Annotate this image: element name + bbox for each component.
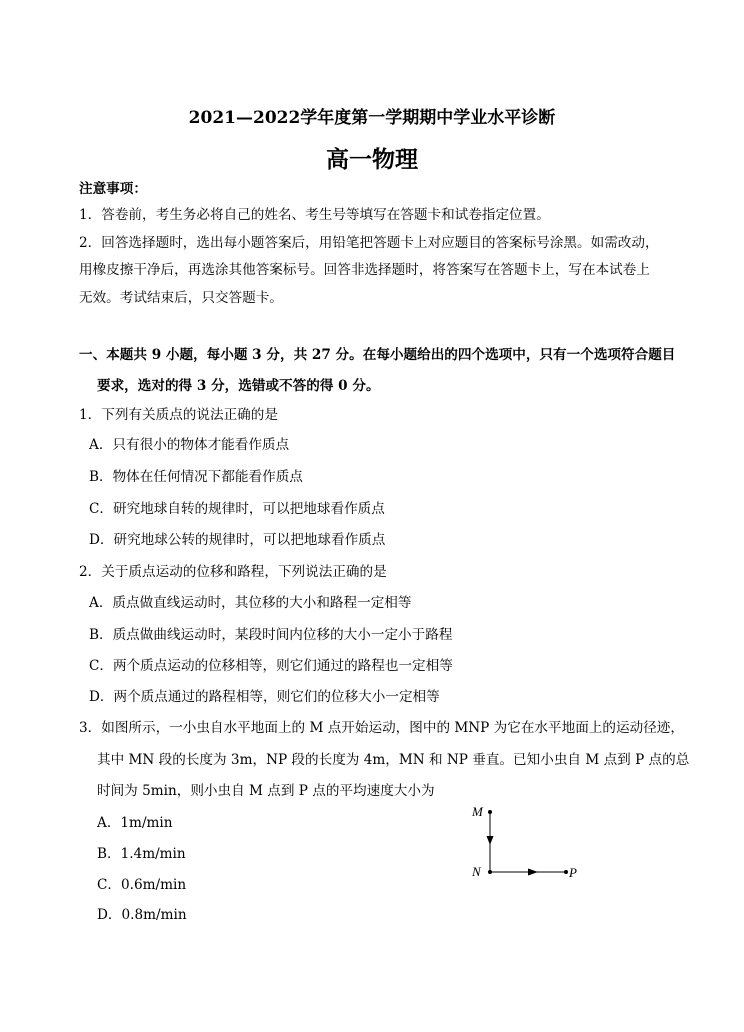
question-stem: 时间为 5min，则小虫自 M 点到 P 点的平均速度大小为 xyxy=(97,783,435,799)
label-p: P xyxy=(569,865,577,880)
question-option: C．0.6m/min xyxy=(97,877,187,893)
question-option: D．研究地球公转的规律时，可以把地球看作质点 xyxy=(89,532,386,548)
point-n xyxy=(488,870,492,874)
question-option: D．两个质点通过的路程相等，则它们的位移大小一定相等 xyxy=(89,689,440,705)
question-stem: 3．如图所示，一小虫自水平地面上的 M 点开始运动，图中的 MNP 为它在水平地面上的运动径迹， xyxy=(79,720,684,736)
mnp-path-diagram xyxy=(462,800,592,885)
question-option: A．只有很小的物体才能看作质点 xyxy=(89,437,290,453)
right-arrow-icon xyxy=(528,869,538,876)
down-arrow-icon xyxy=(487,836,494,845)
question-option: B．1.4m/min xyxy=(97,846,186,862)
section-instruction: 要求，选对的得 3 分，选错或不答的得 0 分。 xyxy=(97,378,380,394)
notice-heading: 注意事项： xyxy=(79,181,147,197)
subject-title: 高一物理 xyxy=(326,146,418,173)
question-option: C．研究地球自转的规律时，可以把地球看作质点 xyxy=(89,501,385,517)
notice-line: 2．回答选择题时，选出每小题答案后，用铅笔把答题卡上对应题目的答案标号涂黑。如需改动， xyxy=(79,235,659,251)
exam-title: 2021—2022学年度第一学期期中学业水平诊断 xyxy=(188,108,556,128)
notice-line: 用橡皮擦干净后，再选涂其他答案标号。回答非选择题时，将答案写在答题卡上，写在本试卷上 xyxy=(79,262,650,278)
notice-line: 无效。考试结束后，只交答题卡。 xyxy=(79,290,283,306)
question-stem: 其中 MN 段的长度为 3m，NP 段的长度为 4m，MN 和 NP 垂直。已知小虫自 M 点到 P 点的总 xyxy=(97,752,690,768)
question-stem: 1．下列有关质点的说法正确的是 xyxy=(79,407,278,423)
question-stem: 2．关于质点运动的位移和路程，下列说法正确的是 xyxy=(79,564,387,580)
point-p xyxy=(564,870,568,874)
question-option: C．两个质点运动的位移相等，则它们通过的路程也一定相等 xyxy=(89,658,453,674)
point-m xyxy=(488,810,492,814)
label-n: N xyxy=(472,864,481,879)
question-option: B．质点做曲线运动时，某段时间内位移的大小一定小于路程 xyxy=(89,627,453,643)
question-option: A．质点做直线运动时，其位移的大小和路程一定相等 xyxy=(89,595,412,611)
question-option: A．1m/min xyxy=(97,815,173,831)
section-instruction: 一、本题共 9 小题，每小题 3 分，共 27 分。在每小题给出的四个选项中，只有一个选项符合题目 xyxy=(79,347,676,363)
question-option: B．物体在任何情况下都能看作质点 xyxy=(89,469,303,485)
question-option: D．0.8m/min xyxy=(97,907,187,923)
notice-line: 1．答卷前，考生务必将自己的姓名、考生号等填写在答题卡和试卷指定位置。 xyxy=(79,207,550,223)
label-m: M xyxy=(472,804,483,819)
